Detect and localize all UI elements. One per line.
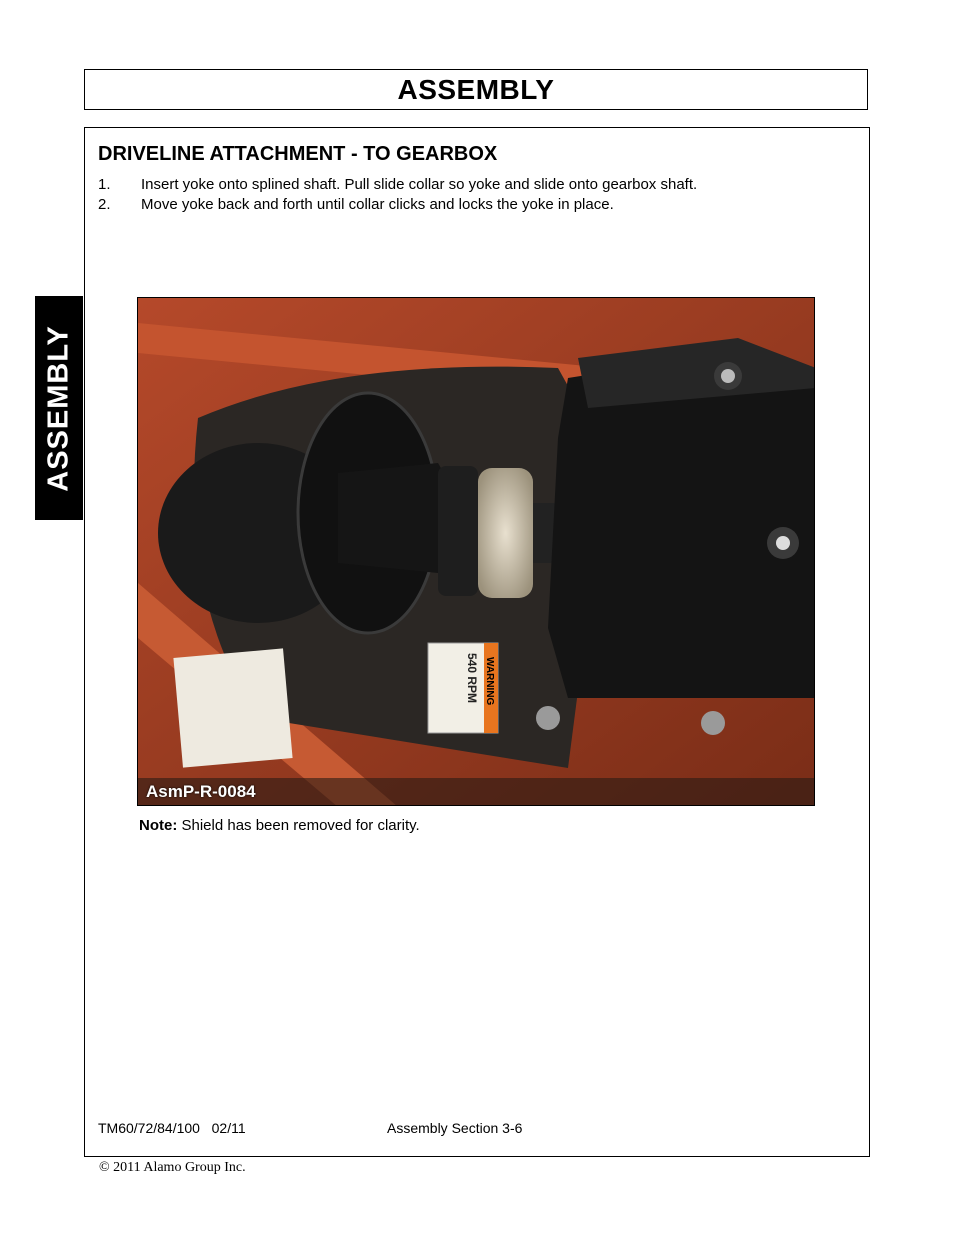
warning-title: WARNING	[484, 657, 495, 706]
figure-label: AsmP-R-0084	[146, 782, 256, 801]
plug-hex	[721, 369, 735, 383]
driveline-photo	[137, 297, 815, 806]
side-tab	[35, 296, 83, 520]
photo-illustration	[138, 298, 815, 806]
step-number: 2.	[98, 196, 111, 213]
note-prefix: Note:	[139, 817, 178, 834]
header-box	[84, 69, 868, 110]
warning-decal	[428, 643, 498, 733]
step-number: 1.	[98, 176, 111, 193]
copyright: © 2011 Alamo Group Inc.	[99, 1160, 246, 1175]
mounting-nut	[536, 706, 560, 730]
page-header-title: ASSEMBLY	[397, 73, 555, 105]
note-text: Shield has been removed for clarity.	[177, 817, 420, 834]
slide-collar	[438, 466, 478, 596]
step-text: Move yoke back and forth until collar clicks and locks the yoke in place.	[141, 196, 614, 213]
collar-ring	[478, 468, 533, 598]
mounting-nut	[701, 711, 725, 735]
warning-rpm: 540 RPM	[465, 653, 479, 704]
footer-model: TM60/72/84/100 02/11	[98, 1120, 246, 1136]
footer-section: Assembly Section 3-6	[387, 1120, 523, 1136]
step-text: Insert yoke onto splined shaft. Pull slide collar so yoke and slide onto gearbox shaft.	[141, 176, 698, 193]
level-plug-hex	[776, 536, 790, 550]
side-tab-label: ASSEMBLY	[42, 324, 75, 492]
note	[139, 817, 420, 834]
section-heading: DRIVELINE ATTACHMENT - TO GEARBOX	[98, 143, 498, 165]
side-decal	[173, 648, 292, 767]
